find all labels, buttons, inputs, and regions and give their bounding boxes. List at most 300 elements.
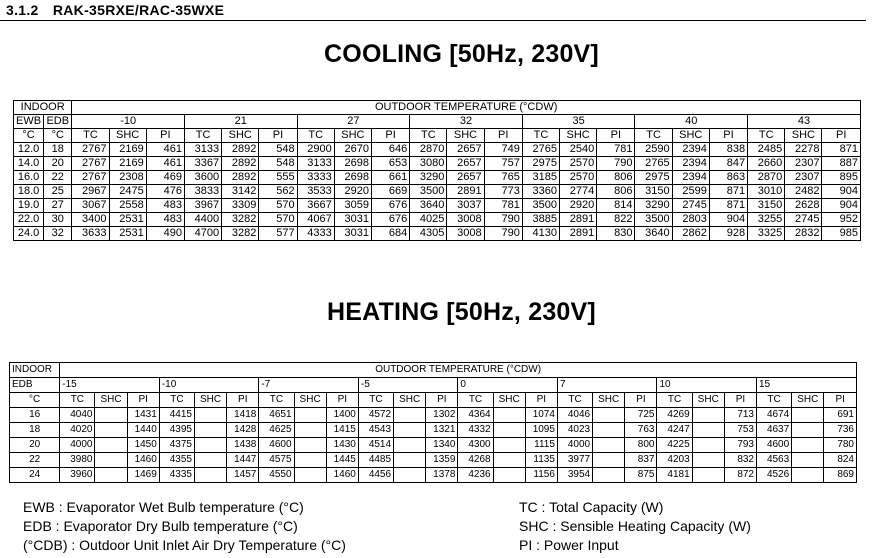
table-cell: 2657	[447, 157, 484, 171]
table-cell: 2767	[72, 171, 109, 185]
table-cell: 4550	[259, 468, 294, 483]
table-cell: 2482	[785, 185, 822, 199]
outdoor-temp-header: -7	[259, 378, 359, 393]
outdoor-temp-header: 43	[748, 115, 861, 129]
table-cell: 3037	[447, 199, 484, 213]
table-cell: 4305	[410, 227, 447, 241]
table-cell: 3008	[447, 213, 484, 227]
table-cell: 2698	[334, 157, 371, 171]
column-header: TC	[358, 393, 393, 408]
indoor-header: INDOOR	[14, 101, 72, 115]
table-cell	[692, 423, 724, 438]
legend-item: EWB : Evaporator Wet Bulb temperature (°C)	[23, 499, 304, 515]
table-cell: 1095	[525, 423, 557, 438]
table-cell: 3255	[748, 213, 785, 227]
table-cell	[394, 453, 426, 468]
column-header: PI	[709, 129, 747, 143]
table-cell: 1430	[326, 438, 358, 453]
table-cell	[493, 423, 525, 438]
table-cell: 4225	[657, 438, 692, 453]
column-header: TC	[522, 129, 559, 143]
outdoor-temp-header: 0	[458, 378, 558, 393]
outdoor-temp-header: 7	[557, 378, 657, 393]
legend-item: SHC : Sensible Heating Capacity (W)	[519, 518, 751, 534]
table-cell: 2394	[672, 157, 709, 171]
table-cell: 2892	[222, 157, 259, 171]
table-cell: 4247	[657, 423, 692, 438]
table-cell: 2278	[785, 143, 822, 157]
table-cell: 4000	[557, 438, 592, 453]
table-cell: 847	[709, 157, 747, 171]
column-header: SHC	[692, 393, 724, 408]
model-name: RAK-35RXE/RAC-35WXE	[52, 2, 225, 18]
table-cell: 3080	[410, 157, 447, 171]
table-cell: 763	[625, 423, 657, 438]
table-cell: 4400	[184, 213, 221, 227]
table-cell: 2765	[635, 157, 672, 171]
table-cell	[394, 423, 426, 438]
column-header: PI	[146, 129, 184, 143]
table-cell: 4333	[297, 227, 334, 241]
edb-value: 20	[10, 438, 60, 453]
table-cell: 1074	[525, 408, 557, 423]
column-header: TC	[635, 129, 672, 143]
column-header: PI	[484, 129, 522, 143]
table-cell: 2657	[447, 143, 484, 157]
table-cell: 4236	[458, 468, 493, 483]
table-cell: 4395	[159, 423, 194, 438]
table-cell: 781	[484, 199, 522, 213]
ewb-value: 24.0	[14, 227, 44, 241]
table-cell: 895	[822, 171, 861, 185]
table-cell: 2570	[560, 171, 597, 185]
column-header: TC	[184, 129, 221, 143]
table-cell: 2485	[748, 143, 785, 157]
column-header: SHC	[493, 393, 525, 408]
table-cell: 863	[709, 171, 747, 185]
table-cell: 2394	[672, 171, 709, 185]
table-cell: 2531	[109, 213, 146, 227]
column-header: TC	[557, 393, 592, 408]
edb-value: 25	[44, 185, 72, 199]
table-cell: 2920	[560, 199, 597, 213]
table-cell	[692, 453, 724, 468]
column-header: SHC	[222, 129, 259, 143]
table-cell	[394, 438, 426, 453]
table-cell: 2892	[222, 171, 259, 185]
table-cell: 3500	[522, 199, 559, 213]
ewb-value: 19.0	[14, 199, 44, 213]
table-cell: 904	[822, 199, 861, 213]
table-cell: 4335	[159, 468, 194, 483]
table-cell: 2891	[560, 213, 597, 227]
indoor-header: INDOOR	[10, 363, 60, 378]
column-header: TC	[657, 393, 692, 408]
table-cell: 3885	[522, 213, 559, 227]
cooling-title: COOLING [50Hz, 230V]	[324, 40, 599, 68]
table-cell: 646	[371, 143, 409, 157]
table-cell: 2570	[560, 157, 597, 171]
table-cell: 3500	[410, 185, 447, 199]
table-cell: 4067	[297, 213, 334, 227]
table-cell: 2307	[785, 157, 822, 171]
table-cell	[294, 468, 326, 483]
table-cell: 822	[597, 213, 635, 227]
table-cell: 1418	[227, 408, 259, 423]
column-header: PI	[326, 393, 358, 408]
column-header: SHC	[785, 129, 822, 143]
table-cell: 2307	[785, 171, 822, 185]
table-cell: 875	[625, 468, 657, 483]
table-cell: 904	[822, 185, 861, 199]
table-cell	[95, 468, 127, 483]
table-row	[10, 423, 857, 438]
table-cell: 469	[146, 171, 184, 185]
legend-right	[519, 498, 751, 555]
column-header: PI	[822, 129, 861, 143]
table-cell: 676	[371, 213, 409, 227]
table-cell: 1340	[426, 438, 458, 453]
edb-header: EDB	[44, 115, 72, 129]
table-cell: 2900	[297, 143, 334, 157]
table-cell: 4543	[358, 423, 393, 438]
column-header: TC	[259, 393, 294, 408]
table-cell: 4674	[757, 408, 792, 423]
table-cell: 1440	[127, 423, 159, 438]
table-cell: 1457	[227, 468, 259, 483]
table-cell: 3640	[635, 227, 672, 241]
column-header: PI	[824, 393, 857, 408]
ewb-value: 12.0	[14, 143, 44, 157]
table-cell	[593, 423, 625, 438]
table-cell: 3533	[297, 185, 334, 199]
table-cell: 1321	[426, 423, 458, 438]
table-cell: 837	[625, 453, 657, 468]
column-header: TC	[72, 129, 109, 143]
header-row	[14, 101, 861, 115]
table-cell: 2590	[635, 143, 672, 157]
table-cell: 1302	[426, 408, 458, 423]
table-cell: 4485	[358, 453, 393, 468]
table-cell: 3333	[297, 171, 334, 185]
table-cell: 3282	[222, 213, 259, 227]
table-cell: 2558	[109, 199, 146, 213]
column-header: SHC	[195, 393, 227, 408]
column-header: SHC	[95, 393, 127, 408]
table-cell: 483	[146, 213, 184, 227]
table-cell: 4020	[60, 423, 95, 438]
table-cell: 676	[371, 199, 409, 213]
table-cell: 781	[597, 143, 635, 157]
column-header: SHC	[593, 393, 625, 408]
table-cell	[294, 408, 326, 423]
table-cell: 4181	[657, 468, 692, 483]
table-cell: 4526	[757, 468, 792, 483]
table-cell: 3133	[297, 157, 334, 171]
column-header: TC	[60, 393, 95, 408]
outdoor-temp-header: 10	[657, 378, 757, 393]
edb-value: 32	[44, 227, 72, 241]
table-cell: 1156	[525, 468, 557, 483]
table-cell: 952	[822, 213, 861, 227]
table-cell	[294, 423, 326, 438]
column-header: SHC	[672, 129, 709, 143]
column-header: TC	[159, 393, 194, 408]
table-cell: 3980	[60, 453, 95, 468]
table-row	[10, 453, 857, 468]
column-header: PI	[525, 393, 557, 408]
table-cell: 4130	[522, 227, 559, 241]
table-cell: 3185	[522, 171, 559, 185]
table-cell: 3133	[184, 143, 221, 157]
table-cell: 2767	[72, 143, 109, 157]
table-cell: 2765	[522, 143, 559, 157]
table-cell: 725	[625, 408, 657, 423]
edb-header: EDB	[10, 378, 60, 393]
table-cell: 4575	[259, 453, 294, 468]
table-cell: 3031	[334, 227, 371, 241]
table-cell: 548	[259, 143, 297, 157]
table-cell: 2745	[672, 199, 709, 213]
table-cell: 736	[824, 423, 857, 438]
column-header: SHC	[447, 129, 484, 143]
table-cell: 3325	[748, 227, 785, 241]
legend-item: (°CDB) : Outdoor Unit Inlet Air Dry Temperature (°C)	[23, 537, 346, 553]
table-cell	[792, 438, 824, 453]
table-cell: 1135	[525, 453, 557, 468]
table-cell: 838	[709, 143, 747, 157]
table-cell: 3360	[522, 185, 559, 199]
outdoor-temp-header: -5	[358, 378, 458, 393]
column-header: SHC	[792, 393, 824, 408]
edb-value: 24	[10, 468, 60, 483]
heating-table	[9, 362, 857, 483]
table-cell: 800	[625, 438, 657, 453]
column-header: SHC	[394, 393, 426, 408]
table-cell	[95, 438, 127, 453]
table-cell: 2967	[72, 185, 109, 199]
table-cell	[95, 408, 127, 423]
legend-left	[23, 498, 346, 555]
column-header: PI	[227, 393, 259, 408]
outdoor-temp-header: 40	[635, 115, 748, 129]
table-cell: 4700	[184, 227, 221, 241]
table-cell: 814	[597, 199, 635, 213]
table-row	[10, 408, 857, 423]
table-cell: 461	[146, 143, 184, 157]
table-row	[14, 171, 861, 185]
table-cell	[792, 453, 824, 468]
table-cell: 2308	[109, 171, 146, 185]
table-cell: 548	[259, 157, 297, 171]
table-cell: 4375	[159, 438, 194, 453]
table-cell: 2599	[672, 185, 709, 199]
table-cell: 872	[724, 468, 756, 483]
table-cell: 2774	[560, 185, 597, 199]
ewb-value: 22.0	[14, 213, 44, 227]
table-cell	[792, 423, 824, 438]
table-cell: 4651	[259, 408, 294, 423]
legend-item: EDB : Evaporator Dry Bulb temperature (°C)	[23, 518, 298, 534]
table-cell: 1447	[227, 453, 259, 468]
header-row	[14, 115, 861, 129]
table-cell: 753	[724, 423, 756, 438]
table-cell: 3833	[184, 185, 221, 199]
table-cell: 3309	[222, 199, 259, 213]
table-cell	[294, 438, 326, 453]
ewb-value: 16.0	[14, 171, 44, 185]
table-cell: 653	[371, 157, 409, 171]
table-cell: 2975	[635, 171, 672, 185]
table-cell: 577	[259, 227, 297, 241]
edb-value: 22	[10, 453, 60, 468]
column-header: TC	[748, 129, 785, 143]
table-row	[14, 227, 861, 241]
table-cell: 1359	[426, 453, 458, 468]
table-cell: 4332	[458, 423, 493, 438]
column-header: TC	[297, 129, 334, 143]
table-cell: 483	[146, 199, 184, 213]
column-header: TC	[757, 393, 792, 408]
table-cell: 2628	[785, 199, 822, 213]
table-cell: 2475	[109, 185, 146, 199]
edb-value: 20	[44, 157, 72, 171]
table-cell: 3977	[557, 453, 592, 468]
table-cell: 2870	[410, 143, 447, 157]
table-cell	[593, 408, 625, 423]
table-cell	[195, 408, 227, 423]
table-cell: 3400	[72, 213, 109, 227]
table-cell: 3150	[635, 185, 672, 199]
table-cell	[792, 408, 824, 423]
table-cell: 1400	[326, 408, 358, 423]
table-cell: 749	[484, 143, 522, 157]
edb-value: 27	[44, 199, 72, 213]
table-cell	[692, 468, 724, 483]
table-row	[14, 157, 861, 171]
outdoor-temp-header: 15	[757, 378, 857, 393]
column-header: PI	[371, 129, 409, 143]
ewb-value: 18.0	[14, 185, 44, 199]
table-cell: 3500	[635, 213, 672, 227]
table-cell: 4625	[259, 423, 294, 438]
table-cell: 4000	[60, 438, 95, 453]
table-cell	[692, 438, 724, 453]
table-row	[10, 468, 857, 483]
table-cell: 3059	[334, 199, 371, 213]
edb-value: 22	[44, 171, 72, 185]
table-cell	[493, 453, 525, 468]
table-cell: 1460	[326, 468, 358, 483]
table-cell: 790	[484, 227, 522, 241]
table-cell: 3967	[184, 199, 221, 213]
table-cell: 1450	[127, 438, 159, 453]
table-cell	[792, 468, 824, 483]
header-row	[10, 363, 857, 378]
edb-value: 30	[44, 213, 72, 227]
table-cell	[493, 438, 525, 453]
table-cell: 4269	[657, 408, 692, 423]
header-row	[10, 393, 857, 408]
column-header: PI	[127, 393, 159, 408]
table-row	[14, 213, 861, 227]
table-cell: 4040	[60, 408, 95, 423]
table-cell	[394, 408, 426, 423]
table-cell: 3290	[410, 171, 447, 185]
table-cell	[692, 408, 724, 423]
table-cell: 2891	[447, 185, 484, 199]
table-cell: 2862	[672, 227, 709, 241]
table-cell: 490	[146, 227, 184, 241]
table-cell: 4563	[757, 453, 792, 468]
table-cell	[493, 408, 525, 423]
cooling-table	[13, 100, 861, 241]
header-row	[14, 129, 861, 143]
table-cell: 2832	[785, 227, 822, 241]
table-cell: 4355	[159, 453, 194, 468]
table-cell	[394, 468, 426, 483]
table-cell: 1115	[525, 438, 557, 453]
table-cell	[95, 453, 127, 468]
table-cell: 780	[824, 438, 857, 453]
table-cell: 3282	[222, 227, 259, 241]
table-cell	[593, 438, 625, 453]
table-cell: 3367	[184, 157, 221, 171]
table-cell: 2892	[222, 143, 259, 157]
column-header: SHC	[109, 129, 146, 143]
table-cell	[195, 468, 227, 483]
table-cell: 4300	[458, 438, 493, 453]
table-cell: 1428	[227, 423, 259, 438]
legend-item: PI : Power Input	[519, 537, 619, 553]
table-cell: 1431	[127, 408, 159, 423]
table-cell: 684	[371, 227, 409, 241]
table-cell: 4268	[458, 453, 493, 468]
table-cell: 570	[259, 213, 297, 227]
table-cell: 2767	[72, 157, 109, 171]
column-header: PI	[426, 393, 458, 408]
table-cell: 871	[709, 199, 747, 213]
table-cell: 2169	[109, 143, 146, 157]
outdoor-temp-header: 35	[522, 115, 635, 129]
column-header: PI	[259, 129, 297, 143]
edb-value: 18	[10, 423, 60, 438]
table-cell: 3142	[222, 185, 259, 199]
table-cell: 757	[484, 157, 522, 171]
table-cell: 1460	[127, 453, 159, 468]
table-cell: 461	[146, 157, 184, 171]
column-header: PI	[597, 129, 635, 143]
table-cell: 985	[822, 227, 861, 241]
table-cell: 1438	[227, 438, 259, 453]
column-header: TC	[458, 393, 493, 408]
table-cell: 1445	[326, 453, 358, 468]
table-cell: 3960	[60, 468, 95, 483]
table-cell: 2531	[109, 227, 146, 241]
table-cell: 773	[484, 185, 522, 199]
table-cell	[294, 453, 326, 468]
column-header: SHC	[294, 393, 326, 408]
table-cell: 3954	[557, 468, 592, 483]
table-cell: 3290	[635, 199, 672, 213]
unit-label: °C	[10, 393, 60, 408]
table-cell: 2698	[334, 171, 371, 185]
outdoor-temp-header: 32	[410, 115, 523, 129]
column-header: TC	[410, 129, 447, 143]
table-cell: 1378	[426, 468, 458, 483]
table-cell: 2394	[672, 143, 709, 157]
table-cell: 476	[146, 185, 184, 199]
